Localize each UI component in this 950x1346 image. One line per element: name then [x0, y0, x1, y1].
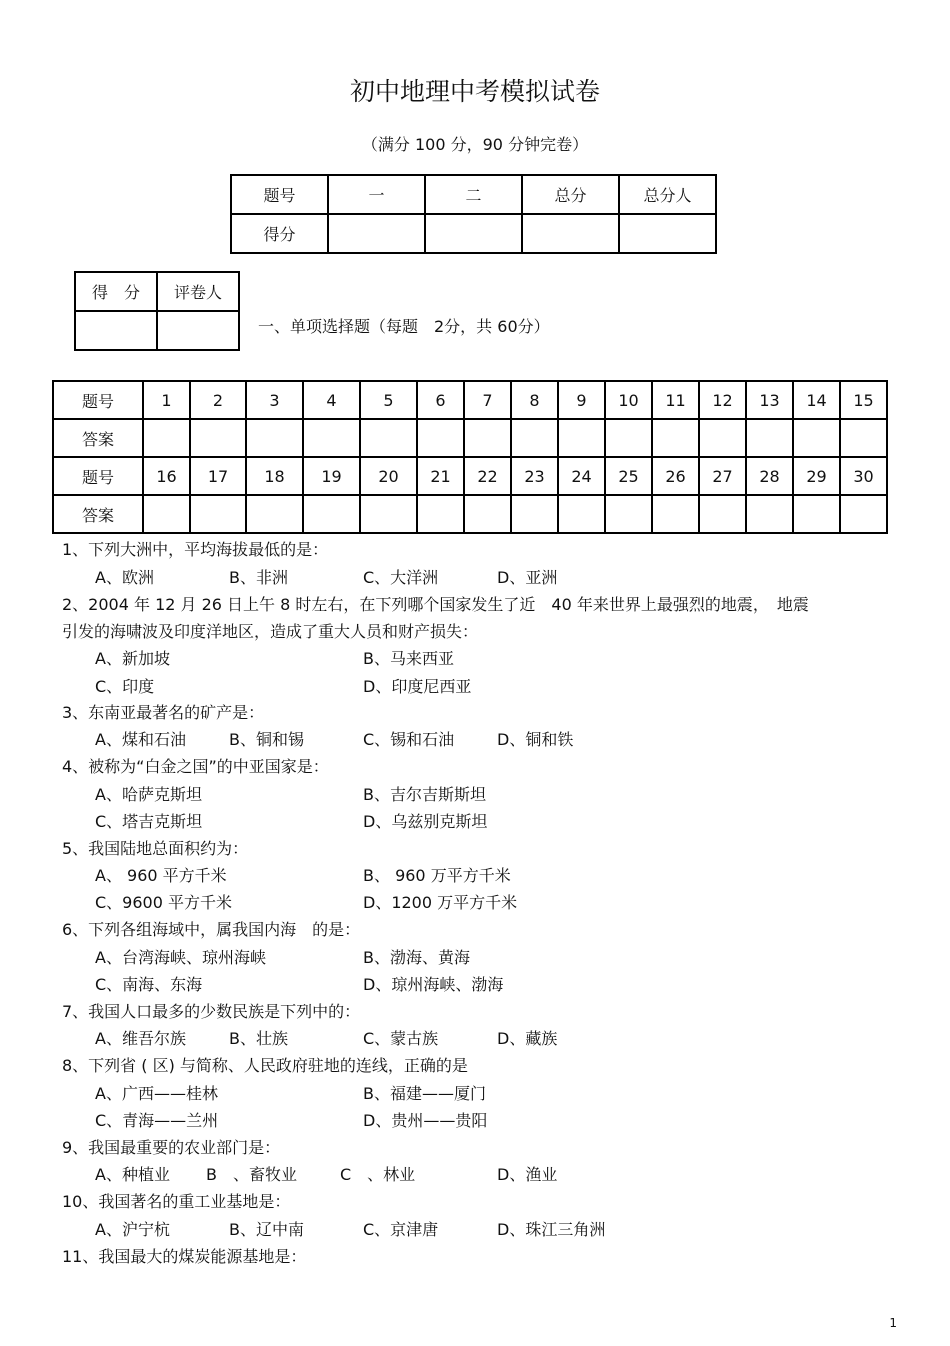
score-cell[interactable]: [619, 214, 716, 253]
answer-cell[interactable]: [558, 495, 605, 533]
score-cell[interactable]: [425, 214, 522, 253]
question-stem: 11、我国最大的煤炭能源基地是：: [62, 1247, 307, 1266]
question-stem: 4、被称为“白金之国”的中亚国家是：: [62, 757, 329, 776]
answer-cell[interactable]: [793, 495, 840, 533]
option-a: A、台湾海峡、琼州海峡: [95, 948, 266, 967]
score-header-cell: 二: [425, 175, 522, 214]
question-number-cell: 9: [558, 381, 605, 419]
answer-cell[interactable]: [699, 495, 746, 533]
page-title: 初中地理中考模拟试卷: [349, 77, 600, 106]
score-header-cell: 题号: [231, 175, 328, 214]
answer-table: [52, 380, 888, 534]
question-number-cell: 30: [840, 457, 887, 495]
grader-table: [74, 271, 240, 351]
question-stem: 2、2004 年 12 月 26 日上午 8 时左右，在下列哪个国家发生了近 40 年来世界上最强烈的地震， 地震: [62, 595, 809, 614]
option-a: A、欧洲: [95, 568, 154, 587]
option-b: B、 960 万平方千米: [363, 866, 511, 885]
option-a: A、沪宁杭: [95, 1220, 170, 1239]
answer-table-number-row: [53, 457, 887, 495]
answer-cell[interactable]: [360, 495, 417, 533]
option-a: A、新加坡: [95, 649, 170, 668]
score-table-header-row: [231, 175, 716, 214]
question-number-cell: 13: [746, 381, 793, 419]
grader-table-blank-row: [75, 311, 239, 350]
answer-cell[interactable]: [246, 495, 303, 533]
question-number-cell: 18: [246, 457, 303, 495]
answer-table-answer-row: [53, 495, 887, 533]
option-d: D、乌兹别克斯坦: [363, 812, 488, 831]
question-number-cell: 20: [360, 457, 417, 495]
answer-cell[interactable]: [190, 495, 246, 533]
question-number-cell: 19: [303, 457, 360, 495]
option-d: D、琼州海峡、渤海: [363, 975, 504, 994]
answer-cell[interactable]: [605, 495, 652, 533]
option-b: B、福建——厦门: [363, 1084, 486, 1103]
question-stem-continued: 引发的海啸波及印度洋地区，造成了重大人员和财产损失：: [62, 622, 479, 641]
answer-cell[interactable]: [652, 495, 699, 533]
option-a: A、哈萨克斯坦: [95, 785, 202, 804]
answer-cell[interactable]: [464, 419, 511, 457]
question-number-cell: 27: [699, 457, 746, 495]
question-number-cell: 29: [793, 457, 840, 495]
question-stem: 3、东南亚最著名的矿产是：: [62, 703, 265, 722]
question-number-cell: 8: [511, 381, 558, 419]
question-number-cell: 12: [699, 381, 746, 419]
answer-cell[interactable]: [605, 419, 652, 457]
question-stem: 7、我国人口最多的少数民族是下列中的：: [62, 1002, 361, 1021]
question-stem: 10、我国著名的重工业基地是：: [62, 1192, 291, 1211]
option-a: A、 960 平方千米: [95, 866, 227, 885]
answer-cell[interactable]: [840, 419, 887, 457]
question-number-cell: 22: [464, 457, 511, 495]
question-number-cell: 23: [511, 457, 558, 495]
grader-header-cell: 评卷人: [157, 272, 239, 311]
question-number-cell: 2: [190, 381, 246, 419]
answer-cell[interactable]: [417, 495, 464, 533]
grader-table-header-row: [75, 272, 239, 311]
answer-cell[interactable]: [793, 419, 840, 457]
answer-cell[interactable]: [303, 419, 360, 457]
option-a: A、煤和石油: [95, 730, 186, 749]
option-d: D、1200 万平方千米: [363, 893, 518, 912]
number-row-label: 题号: [53, 457, 143, 495]
answer-cell[interactable]: [464, 495, 511, 533]
question-stem: 8、下列省 ( 区) 与简称、人民政府驻地的连线，正确的是: [62, 1056, 468, 1075]
option-c: C、蒙古族: [363, 1029, 439, 1048]
option-a: A、广西——桂林: [95, 1084, 218, 1103]
answer-table-number-row: [53, 381, 887, 419]
option-d: D、渔业: [497, 1165, 558, 1184]
question-number-cell: 1: [143, 381, 190, 419]
option-b: B、吉尔吉斯斯坦: [363, 785, 486, 804]
answer-cell[interactable]: [558, 419, 605, 457]
option-d: D、印度尼西亚: [363, 677, 472, 696]
option-c: C、印度: [95, 677, 155, 696]
score-header-cell: 总分: [522, 175, 619, 214]
option-c: C、京津唐: [363, 1220, 439, 1239]
answer-cell[interactable]: [246, 419, 303, 457]
answer-cell[interactable]: [746, 419, 793, 457]
score-row-label: 得分: [231, 214, 328, 253]
option-c: C、南海、东海: [95, 975, 203, 994]
page-number: 1: [889, 1316, 897, 1330]
option-d: D、亚洲: [497, 568, 558, 587]
answer-cell[interactable]: [303, 495, 360, 533]
answer-cell[interactable]: [511, 419, 558, 457]
answer-cell[interactable]: [417, 419, 464, 457]
score-header-cell: 总分人: [619, 175, 716, 214]
grader-score-cell[interactable]: [75, 311, 157, 350]
option-d: D、铜和铁: [497, 730, 574, 749]
option-a: A、种植业: [95, 1165, 170, 1184]
option-c: C、青海——兰州: [95, 1111, 219, 1130]
answer-cell[interactable]: [652, 419, 699, 457]
score-header-cell: 一: [328, 175, 425, 214]
answer-row-label: 答案: [53, 495, 143, 533]
question-number-cell: 14: [793, 381, 840, 419]
answer-cell[interactable]: [699, 419, 746, 457]
question-number-cell: 26: [652, 457, 699, 495]
page-subtitle: （满分 100 分，90 分钟完卷）: [361, 135, 589, 154]
option-b: B 、畜牧业: [206, 1165, 297, 1184]
question-number-cell: 3: [246, 381, 303, 419]
score-table: [230, 174, 717, 254]
score-cell[interactable]: [522, 214, 619, 253]
question-stem: 9、我国最重要的农业部门是：: [62, 1138, 281, 1157]
score-cell[interactable]: [328, 214, 425, 253]
question-stem: 1、下列大洲中，平均海拔最低的是：: [62, 540, 329, 559]
option-d: D、珠江三角洲: [497, 1220, 606, 1239]
answer-table-answer-row: [53, 419, 887, 457]
option-b: B、铜和锡: [229, 730, 304, 749]
question-number-cell: 17: [190, 457, 246, 495]
answer-cell[interactable]: [143, 495, 190, 533]
answer-cell[interactable]: [360, 419, 417, 457]
option-c: C 、林业: [340, 1165, 416, 1184]
question-number-cell: 15: [840, 381, 887, 419]
option-b: B、辽中南: [229, 1220, 304, 1239]
question-number-cell: 25: [605, 457, 652, 495]
option-b: B、马来西亚: [363, 649, 454, 668]
option-c: C、锡和石油: [363, 730, 455, 749]
question-number-cell: 10: [605, 381, 652, 419]
answer-cell[interactable]: [190, 419, 246, 457]
answer-row-label: 答案: [53, 419, 143, 457]
answer-cell[interactable]: [746, 495, 793, 533]
option-d: D、贵州——贵阳: [363, 1111, 488, 1130]
question-number-cell: 21: [417, 457, 464, 495]
question-number-cell: 11: [652, 381, 699, 419]
question-number-cell: 4: [303, 381, 360, 419]
answer-cell[interactable]: [511, 495, 558, 533]
option-c: C、9600 平方千米: [95, 893, 232, 912]
question-stem: 6、下列各组海域中，属我国内海 的是：: [62, 920, 361, 939]
question-stem: 5、我国陆地总面积约为：: [62, 839, 249, 858]
question-number-cell: 5: [360, 381, 417, 419]
number-row-label: 题号: [53, 381, 143, 419]
option-b: B、非洲: [229, 568, 288, 587]
section-title: 一、单项选择题（每题 2分，共 60分）: [258, 317, 550, 336]
option-a: A、维吾尔族: [95, 1029, 186, 1048]
answer-cell[interactable]: [840, 495, 887, 533]
option-b: B、壮族: [229, 1029, 288, 1048]
option-c: C、塔吉克斯坦: [95, 812, 203, 831]
question-number-cell: 16: [143, 457, 190, 495]
grader-name-cell[interactable]: [157, 311, 239, 350]
question-number-cell: 7: [464, 381, 511, 419]
option-b: B、渤海、黄海: [363, 948, 470, 967]
option-c: C、大洋洲: [363, 568, 439, 587]
question-number-cell: 6: [417, 381, 464, 419]
answer-cell[interactable]: [143, 419, 190, 457]
grader-header-cell: 得 分: [75, 272, 157, 311]
question-number-cell: 28: [746, 457, 793, 495]
score-table-score-row: [231, 214, 716, 253]
question-number-cell: 24: [558, 457, 605, 495]
option-d: D、藏族: [497, 1029, 558, 1048]
